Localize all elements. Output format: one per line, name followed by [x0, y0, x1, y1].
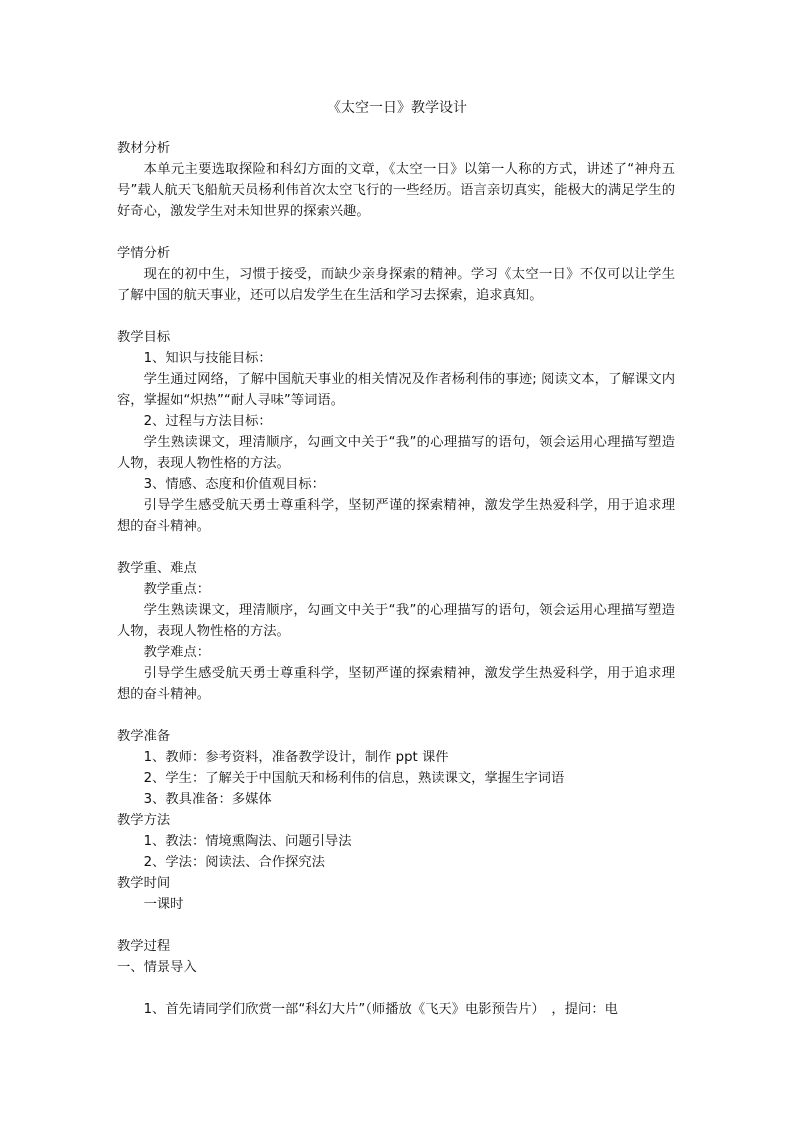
key-point-label: 教学重点：	[143, 582, 211, 597]
process-subheading: 一、情景导入	[117, 960, 197, 975]
goal-1-label: 1、知识与技能目标：	[143, 351, 272, 366]
goal-3-text: 引导学生感受航天勇士尊重科学，坚韧严谨的探索精神，激发学生热爱科学，用于追求理想的奋斗精神。	[117, 498, 675, 534]
section-heading-student-analysis: 学情分析	[117, 246, 171, 261]
paragraph-student-analysis: 现在的初中生，习惯于接受，而缺少亲身探索的精神。学习《太空一日》不仅可以让学生了解中国的航天事业，还可以启发学生在生活和学习去探索，追求真知。	[117, 267, 675, 303]
section-heading-textbook-analysis: 教材分析	[117, 141, 171, 156]
section-heading-methods: 教学方法	[117, 813, 171, 828]
difficult-point-text: 引导学生感受航天勇士尊重科学，坚韧严谨的探索精神，激发学生热爱科学，用于追求理想的奋斗精神。	[117, 666, 675, 702]
blank-line	[117, 537, 675, 558]
difficult-point-label: 教学难点：	[143, 645, 211, 660]
goal-2-text: 学生熟读课文，理清顺序，勾画文中关于“我”的心理描写的语句，领会运用心理描写塑造人物，表现人物性格的方法。	[117, 435, 675, 471]
blank-line	[117, 915, 675, 936]
goal-1-text: 学生通过网络，了解中国航天事业的相关情况及作者杨利伟的事迹; 阅读文本，了解课文内容，掌握如“炽热”“耐人寻味”等词语。	[117, 372, 675, 408]
paragraph-textbook-analysis: 本单元主要选取探险和科幻方面的文章，《太空一日》以第一人称的方式，讲述了“神舟五号”载人航天飞船航天员杨利伟首次太空飞行的一些经历。语言亲切真实，能极大的满足学生的好奇心，激发学生对未知世界的探索兴趣。	[117, 162, 675, 219]
process-paragraph: 1、首先请同学们欣赏一部“科幻大片”（师播放《飞天》电影预告片） ，提问：电	[143, 1002, 618, 1017]
section-heading-teaching-goals: 教学目标	[117, 330, 171, 345]
preparation-item: 3、教具准备：多媒体	[143, 792, 272, 807]
preparation-item: 1、教师：参考资料，准备教学设计，制作 ppt 课件	[143, 750, 449, 765]
blank-line	[117, 705, 675, 726]
document-title: 《太空一日》教学设计	[327, 100, 467, 116]
blank-line	[117, 978, 675, 999]
blank-line	[117, 306, 675, 327]
method-item: 2、学法：阅读法、合作探究法	[143, 855, 325, 870]
goal-3-label: 3、情感、态度和价值观目标：	[143, 477, 325, 492]
section-heading-time: 教学时间	[117, 876, 171, 891]
blank-line	[117, 222, 675, 243]
section-heading-preparation: 教学准备	[117, 729, 171, 744]
section-heading-process: 教学过程	[117, 939, 171, 954]
time-text: 一课时	[143, 897, 184, 912]
key-point-text: 学生熟读课文，理清顺序，勾画文中关于“我”的心理描写的语句，领会运用心理描写塑造人物，表现人物性格的方法。	[117, 603, 675, 639]
document-body	[117, 138, 675, 1020]
preparation-item: 2、学生：了解关于中国航天和杨利伟的信息，熟读课文，掌握生字词语	[143, 771, 565, 786]
goal-2-label: 2、过程与方法目标：	[143, 414, 272, 429]
method-item: 1、教法：情境熏陶法、问题引导法	[143, 834, 352, 849]
section-heading-key-difficult-points: 教学重、难点	[117, 561, 197, 576]
